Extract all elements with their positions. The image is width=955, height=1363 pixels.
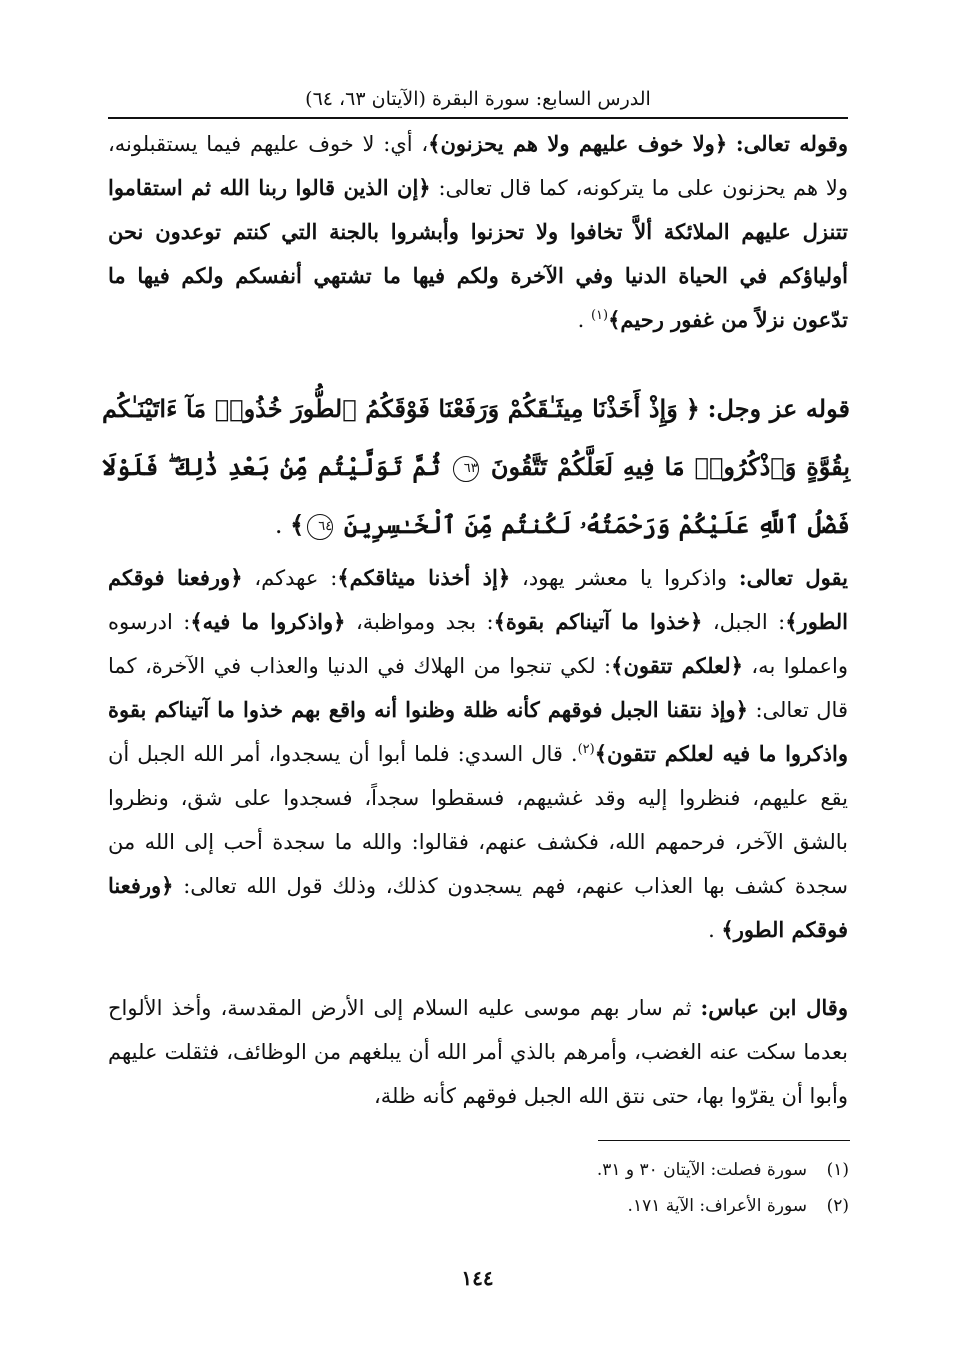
paragraph-1-end: .: [577, 308, 591, 332]
paragraph-2-lead: يقول تعالى:: [738, 565, 849, 590]
quote-fussilat: ﴿إن الذين قالوا ربنا الله ثم استقاموا تتنزل عليهم الملائكة ألاَّ تخافوا ولا تحزنوا وأبشروا بالجنة التي كنتم توعدون نحن أولياؤكم في الحياة الدنيا وفي الآخرة ولكم فيها ما تشتهي أنفسكم ولكم فيها ما تدّعون نزلاً من غفور رحيم﴾: [108, 175, 848, 332]
quote-remember: ﴿واذكروا ما فيه﴾: [190, 609, 346, 634]
paragraph-2-text: : الجبل،: [702, 610, 786, 634]
quote-covenant: ﴿إذ أخذنا ميثاقكم﴾: [337, 565, 511, 590]
ayah-number-63: ٦٣: [453, 456, 479, 482]
footnote-2-text: سورة الأعراف: الآية ١٧١.: [627, 1196, 807, 1216]
footnotes: [349, 1152, 849, 1224]
verse-text-63: وَإِذْ أَخَذْنَا مِيثَـٰقَكُمْ وَرَفَعْنَا فَوْقَكُمُ ٱلطُّورَ خُذُوا۟ مَآ ءَاتَيْنَـٰكُم بِقُوَّةٍ وَٱذْكُرُوا۟ مَا فِيهِ لَعَلَّكُمْ تَتَّقُونَ: [102, 394, 851, 481]
header-title: الدرس السابع: سورة البقرة (الآيتان ٦٣، ٦٤): [305, 88, 651, 110]
paragraph-3: [108, 986, 848, 1118]
paragraph-2-text: : عهدكم،: [242, 566, 338, 590]
footnote-divider: [598, 1140, 850, 1141]
paragraph-3-text: ثم سار بهم موسى عليه السلام إلى الأرض المقدسة، وأخذ الألواح بعدما سكت عنه الغضب، وأمرهم بالذي أمر الله أن يبلغهم من الوظائف، فثقلت عليهم وأبوا أن يقرّوا بها، حتى نتق الله الجبل فوقهم كأنه ظلة،: [108, 996, 848, 1108]
running-header: [108, 86, 848, 119]
verse-end: .: [274, 511, 291, 539]
page-number: ١٤٤: [461, 1266, 494, 1290]
quote-fear-allah: ﴿لعلكم تتقون﴾: [611, 653, 743, 678]
paragraph-3-lead: وقال ابن عباس:: [700, 995, 848, 1020]
quote-hold-firmly: ﴿خذوا ما آتيناكم بقوة﴾: [493, 609, 703, 634]
paragraph-2-text: : بجد ومواظبة،: [345, 610, 494, 634]
paragraph-1: [108, 122, 848, 342]
paragraph-2: [108, 556, 848, 952]
quote-raised-mount: ﴿ورفعنا فوقكم الطور﴾: [108, 565, 849, 634]
footnote-ref-2[interactable]: (٢): [577, 742, 595, 757]
footnote-1: [349, 1152, 849, 1188]
footnote-ref-1[interactable]: (١): [590, 308, 609, 323]
footnote-2-number: (٢): [826, 1196, 849, 1216]
paragraph-1-text: ، أي: لا خوف عليهم فيما يستقبلونه، ولا هم يحزنون على ما يتركونه، كما قال تعالى:: [108, 132, 848, 200]
paragraph-2-text: . قال السدي: فلما أبوا أن يسجدوا، أمر الله الجبل أن يقع عليهم، فنظروا إليه وقد غشيهم، فسقطوا سجداً، فسجدوا على شق، ونظروا بالشق الآخر، فرحمهم الله، فكشف عنهم، فقالوا: والله ما سجدة أحب إلى الله من سجدة كشف بها العذاب عنهم، فهم يسجدون كذلك، وذلك قول الله تعالى:: [108, 742, 848, 898]
footnote-2: [349, 1188, 849, 1224]
quote-araf: ﴿وإذ نتقنا الجبل فوقهم كأنه ظلة وظنوا أنه واقع بهم خذوا ما آتيناكم بقوة واذكروا ما فيه لعلكم تتقون﴾: [108, 697, 848, 766]
quote-no-fear: ﴿ولا خوف عليهم ولا هم يحزنون﴾: [428, 131, 728, 156]
quote-raised-mount-2: ﴿ورفعنا فوقكم الطور﴾: [108, 873, 848, 942]
verse-open-bracket: ﴿: [685, 394, 700, 423]
paragraph-2-text: واذكروا يا معشر يهود،: [510, 566, 739, 590]
footnote-1-number: (١): [826, 1160, 849, 1180]
footnote-1-text: سورة فصلت: الآيتان ٣٠ و ٣١.: [596, 1160, 807, 1180]
paragraph-2-end: .: [708, 918, 722, 942]
paragraph-1-lead: وقوله تعالى:: [735, 131, 848, 156]
paragraph-2-text: : ادرسوه واعملوا به،: [108, 610, 849, 678]
verse-lead: قوله عز وجل:: [707, 394, 850, 423]
verse-text-64: ثُمَّ تَوَلَّيْتُم مِّنۢ بَعْدِ ذَٰلِكَ ۖ فَلَوْلَا فَضْلُ ٱللَّهِ عَلَيْكُمْ وَرَحْمَتُهُۥ لَكُنتُم مِّنَ ٱلْخَـٰسِرِينَ: [102, 452, 850, 539]
paragraph-2-text: : لكي تنجوا من الهلاك في الدنيا والعذاب في الآخرة، كما قال تعالى:: [108, 654, 848, 722]
verse-close-bracket: ﴾: [290, 510, 305, 539]
quran-verse-block: [102, 380, 850, 554]
ayah-number-64: ٦٤: [307, 514, 333, 540]
